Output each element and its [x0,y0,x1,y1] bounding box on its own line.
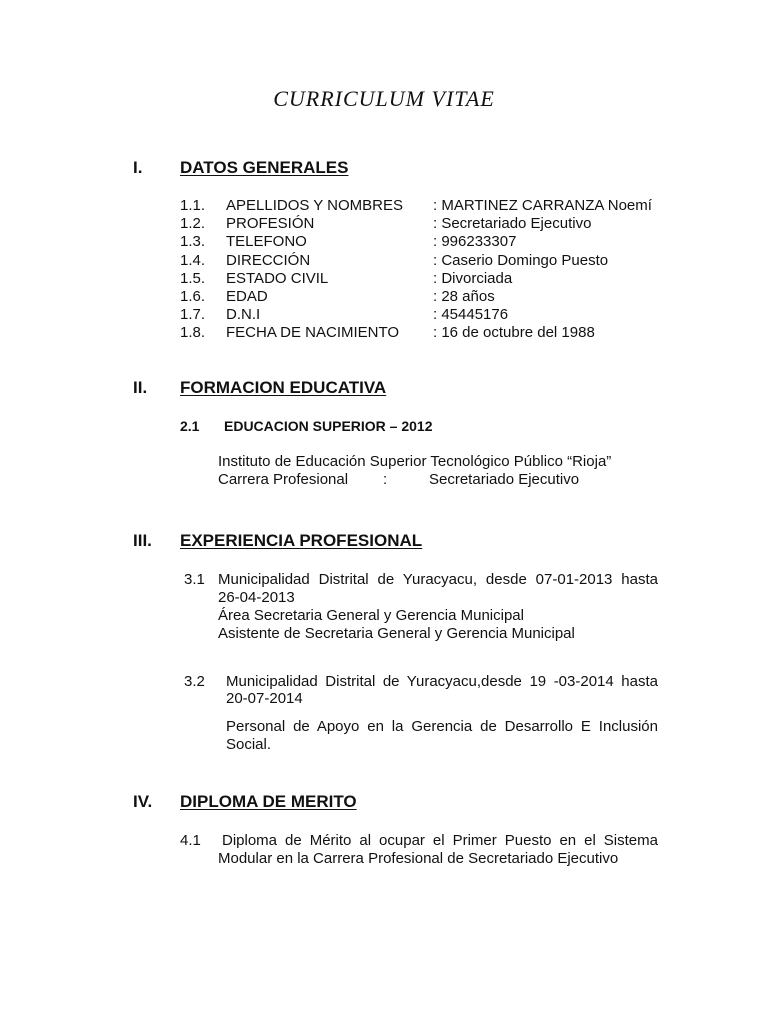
experience-2-line-1: Municipalidad Distrital de Yuracyacu,desde 19 -03-2014 hasta [226,673,658,690]
experience-2-line-4: Social. [226,736,272,753]
data-row-label: PROFESIÓN [226,215,315,233]
data-row-value: : MARTINEZ CARRANZA Noemí [433,197,652,214]
section-3-number: III. [133,531,152,550]
data-row-value: : Secretariado Ejecutivo [433,215,592,233]
data-row-label: EDAD [226,288,268,305]
experience-1-line-1: Municipalidad Distrital de Yuracyacu, desde 07-01-2013 hasta [218,571,658,588]
data-row [180,324,680,342]
data-row [180,288,680,306]
subsection-2-1-title: EDUCACION SUPERIOR – 2012 [224,418,433,434]
experience-2-line-3: Personal de Apoyo en la Gerencia de Desarrollo E Inclusión [226,718,658,735]
section-2-number: II. [133,378,148,397]
data-row-value: : 16 de octubre del 1988 [433,324,595,342]
data-row-number: 1.4. [180,251,206,269]
data-row [180,270,680,288]
data-row-number: 1.6. [180,288,206,305]
subsection-2-1-number: 2.1 [180,418,200,434]
experience-2-line-2: 20-07-2014 [226,690,303,707]
section-1-title: DATOS GENERALES [180,158,349,177]
data-row [180,197,680,215]
experience-1-line-4: Asistente de Secretaria General y Gerencia Municipal [218,625,575,642]
cv-title: CURRICULUM VITAE [273,86,495,111]
institution-text: Instituto de Educación Superior Tecnológico Público “Rioja” [218,453,612,470]
data-row [180,233,680,251]
data-row-label: FECHA DE NACIMIENTO [226,324,400,342]
data-row-value: : Divorciada [433,269,513,287]
data-row-label: D.N.I [226,306,261,324]
data-row-value: : 45445176 [433,306,509,324]
data-row-value: : 996233307 [433,233,517,251]
diploma-1-number: 4.1 [180,832,201,849]
data-row [180,306,680,324]
data-row-number: 1.3. [180,233,206,251]
diploma-1-line-2: Modular en la Carrera Profesional de Secretariado Ejecutivo [218,850,619,867]
section-4-title: DIPLOMA DE MERITO [180,792,357,811]
data-row-label: ESTADO CIVIL [226,269,329,287]
experience-1-line-3: Área Secretaria General y Gerencia Municipal [218,607,524,624]
data-row-number: 1.5. [180,269,206,287]
experience-2-number: 3.2 [184,673,205,690]
data-row-label: DIRECCIÓN [226,251,311,269]
diploma-1-line-1: Diploma de Mérito al ocupar el Primer Puesto en el Sistema [222,832,658,849]
career-value: Secretariado Ejecutivo [429,471,580,488]
data-row-number: 1.8. [180,324,206,342]
data-row-label: TELEFONO [226,233,307,251]
data-row-number: 1.1. [180,197,206,214]
data-row [180,215,680,233]
career-label: Carrera Profesional [218,471,349,488]
data-row [180,252,680,270]
experience-1-line-2: 26-04-2013 [218,589,295,606]
section-1-number: I. [133,158,143,177]
data-row-value: : Caserio Domingo Puesto [433,251,609,269]
data-row-label: APELLIDOS Y NOMBRES [226,197,404,214]
data-row-value: : 28 años [433,288,495,305]
data-row-number: 1.2. [180,215,206,233]
section-3-title: EXPERIENCIA PROFESIONAL [180,531,423,550]
experience-1-number: 3.1 [184,571,205,588]
section-4-number: IV. [133,792,153,811]
section-2-title: FORMACION EDUCATIVA [180,378,387,397]
data-row-number: 1.7. [180,306,206,324]
career-separator: : [383,471,388,488]
